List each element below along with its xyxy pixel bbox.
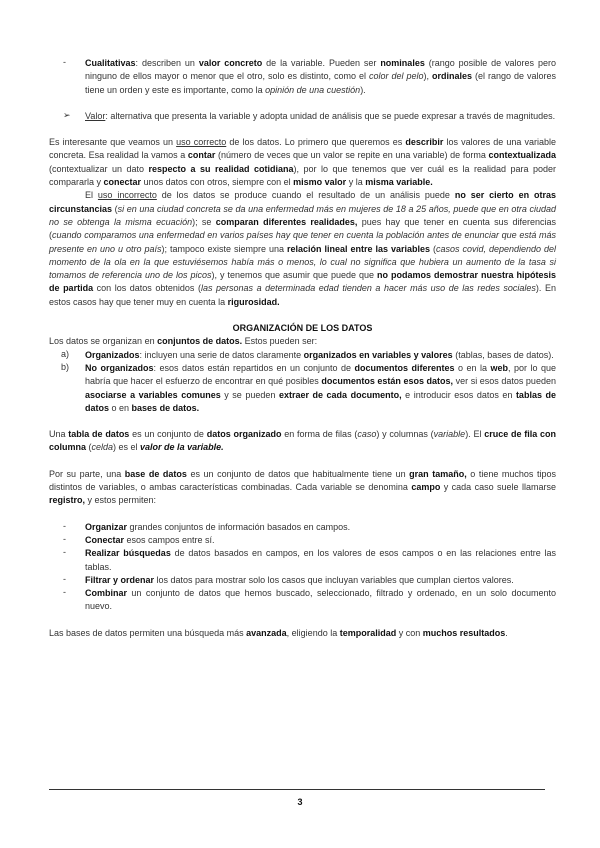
list-item [63,520,556,534]
bullet-text: Valor: alternativa que presenta la variable y adopta unidad de análisis que se puede expresar a través de magnitudes. [85,110,556,121]
bullet-marker: - [63,533,66,544]
footer-rule [49,789,545,790]
page-number: 3 [297,797,303,807]
list-item-no-organizados [61,361,556,415]
list-text: Conectar esos campos entre sí. [85,534,215,545]
list-item [63,587,556,614]
paragraph-base-de-datos: Por su parte, una base de datos es un conjunto de datos que habitualmente tiene un gran tamaño, o tiene muchos tipos distintos de variables, o ambas características combinadas. Cada variable se denomina campo y cada caso suele llamarse registro, y estos permiten: [49,468,556,506]
bullet-valor [63,109,556,123]
list-marker: b) [61,361,70,372]
arrow-bullet-icon: ➢ [63,109,71,120]
paragraph-uso-correcto: Es interesante que veamos un uso correcto de los datos. Lo primero que queremos es describir los valores de una variable concreta. Esa realidad la vamos a contar (número de veces que un valor se repite en una variable) de forma contextualizada (contextualizar un dato respecto a su realidad cotidiana), por lo que tenemos que ver cuál es la realidad para poder compararla y conectar unos datos con otros, siempre con el mismo valor y la misma variable. [49,137,556,188]
list-item-organizados [61,348,556,362]
document-page [49,57,556,640]
list-text: Realizar búsquedas de datos basados en campos, en los valores de esos campos o en las relaciones entre las tablas. [85,548,556,572]
list-text: Organizar grandes conjuntos de información basados en campos. [85,521,351,532]
bullet-marker: - [63,57,66,67]
list-marker: a) [61,348,70,359]
paragraph-busqueda-avanzada: Las bases de datos permiten una búsqueda más avanzada, eligiendo la temporalidad y con muchos resultados. [49,627,508,638]
bullet-marker: - [63,547,66,558]
bullet-marker: - [63,587,66,598]
list-text: Organizados: incluyen una serie de datos claramente organizados en variables y valores (tablas, bases de datos). [85,349,554,360]
list-item [63,533,556,547]
paragraph-uso-incorrecto: El uso incorrecto de los datos se produce cuando el resultado de un análisis puede no ser cierto en otras circunstancias (si en una ciudad concreta se da una enfermedad más en mujeres de 18 a 25 años, puede que en otra ciudad no se obtenga la misma ecuación); se comparan diferentes realidades, pues hay que tener en cuenta sus diferencias (cuando comparamos una enfermedad en varios países hay que tener en cuenta la población antes de enunciar que está más presente en uno u otro país); tampoco existe siempre una relación lineal entre las variables (casos covid, dependiendo del momento de la ola en la que estuviésemos había más o menos, lo cual no significa que hubiera un aumento de la tasa si tomamos de referencia uno de los picos), y tenemos que asumir que puede que no podamos demostrar nuestra hipótesis de partida con los datos obtenidos (las personas a determinada edad tienden a hacer más uso de las redes sociales). En estos casos hay que tener muy en cuenta la rigurosidad. [49,190,557,307]
paragraph-intro: Los datos se organizan en conjuntos de datos. Estos pueden ser: [49,336,318,347]
database-bullet-list [49,521,556,614]
list-text: Combinar un conjunto de datos que hemos buscado, seleccionado, filtrado y ordenado, en un solo documento nuevo. [85,588,556,612]
list-item [63,573,556,587]
list-item [63,547,556,574]
bullet-marker: - [63,520,66,531]
bullet-text: Cualitativas: describen un valor concreto de la variable. Pueden ser nominales (rango posible de valores pero ninguno de ellos mayor o menor que el otro, solo es distinto, como el color del pelo), ordinales (el rango de valores tiene un orden y este es importante, como la opinión de una cuestión). [85,58,557,95]
paragraph-tabla-de-datos: Una tabla de datos es un conjunto de datos organizado en forma de filas (caso) y columnas (variable). El cruce de fila con columna (celda) es el valor de la variable. [49,429,557,453]
section-title: ORGANIZACIÓN DE LOS DATOS [232,323,373,334]
list-text: No organizados: esos datos están repartidos en un conjunto de documentos diferentes o en la web, por lo que habría que hacer el esfuerzo de encontrar en qué posibles documentos están esos datos, ver si esos datos pueden asociarse a variables comunes y se pueden extraer de cada documento, e introducir esos datos en tablas de datos o en bases de datos. [85,362,556,413]
bullet-marker: - [63,573,66,584]
bullet-cualitativas [63,57,557,97]
list-text: Filtrar y ordenar los datos para mostrar solo los casos que incluyan variables que cumplan ciertos valores. [85,574,514,585]
